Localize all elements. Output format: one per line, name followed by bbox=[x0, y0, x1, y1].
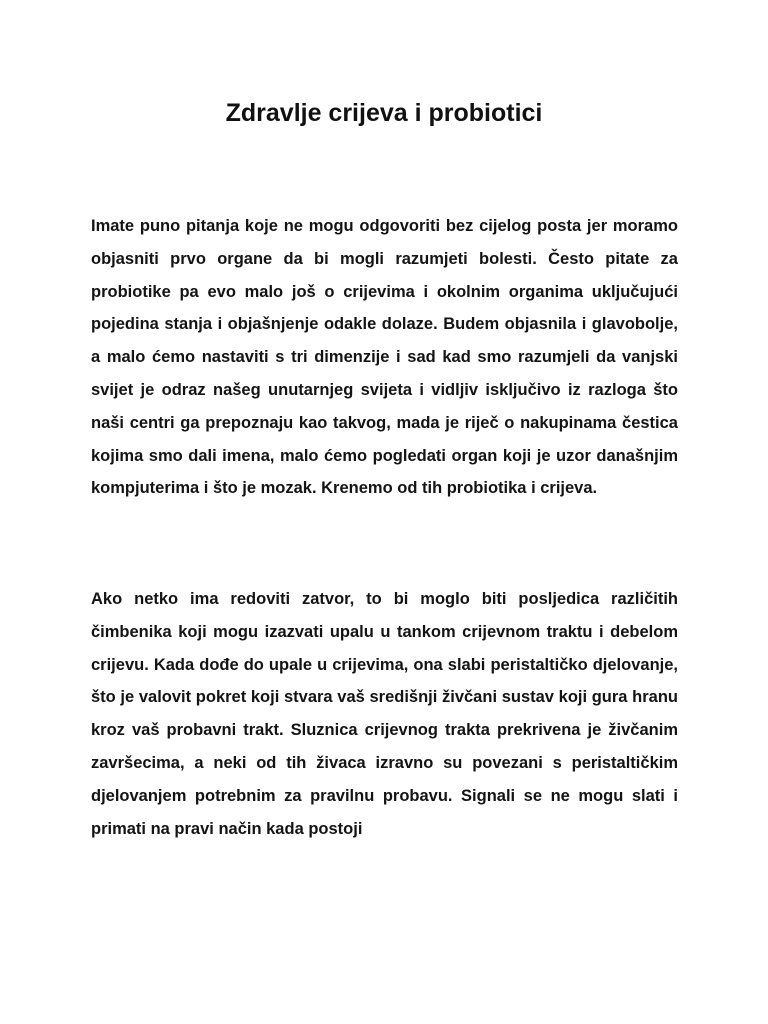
document-title: Zdravlje crijeva i probiotici bbox=[225, 99, 543, 127]
paragraph-1: Imate puno pitanja koje ne mogu odgovoriti bez cijelog posta jer moramo objasniti prvo organe da bi mogli razumjeti bolesti. Često pitate za probiotike pa evo malo još o crijevima i okolnim organima uključujući pojedina stanja i objašnjenje odakle dolaze. Budem objasnila i glavobolje, a malo ćemo nastaviti s tri dimenzije i sad kad smo razumjeli da vanjski svijet je odraz našeg unutarnjeg svijeta i vidljiv isključivo iz razloga što naši centri ga prepoznaju kao takvog, mada je riječ o nakupinama čestica kojima smo dali imena, malo ćemo pogledati organ koji je uzor današnjim kompjuterima i što je mozak. Krenemo od tih probiotika i crijeva. bbox=[91, 217, 678, 498]
paragraph-2: Ako netko ima redoviti zatvor, to bi moglo biti posljedica različitih čimbenika koji mogu izazvati upalu u tankom crijevnom traktu i debelom crijevu. Kada dođe do upale u crijevima, ona slabi peristaltičko djelovanje, što je valovit pokret koji stvara vaš središnji živčani sustav koji gura hranu kroz vaš probavni trakt. Sluznica crijevnog trakta prekrivena je živčanim završecima, a neki od tih živaca izravno su povezani s peristaltičkim djelovanjem potrebnim za pravilnu probavu. Signali se ne mogu slati i primati na pravi način kada postoji bbox=[91, 590, 678, 838]
